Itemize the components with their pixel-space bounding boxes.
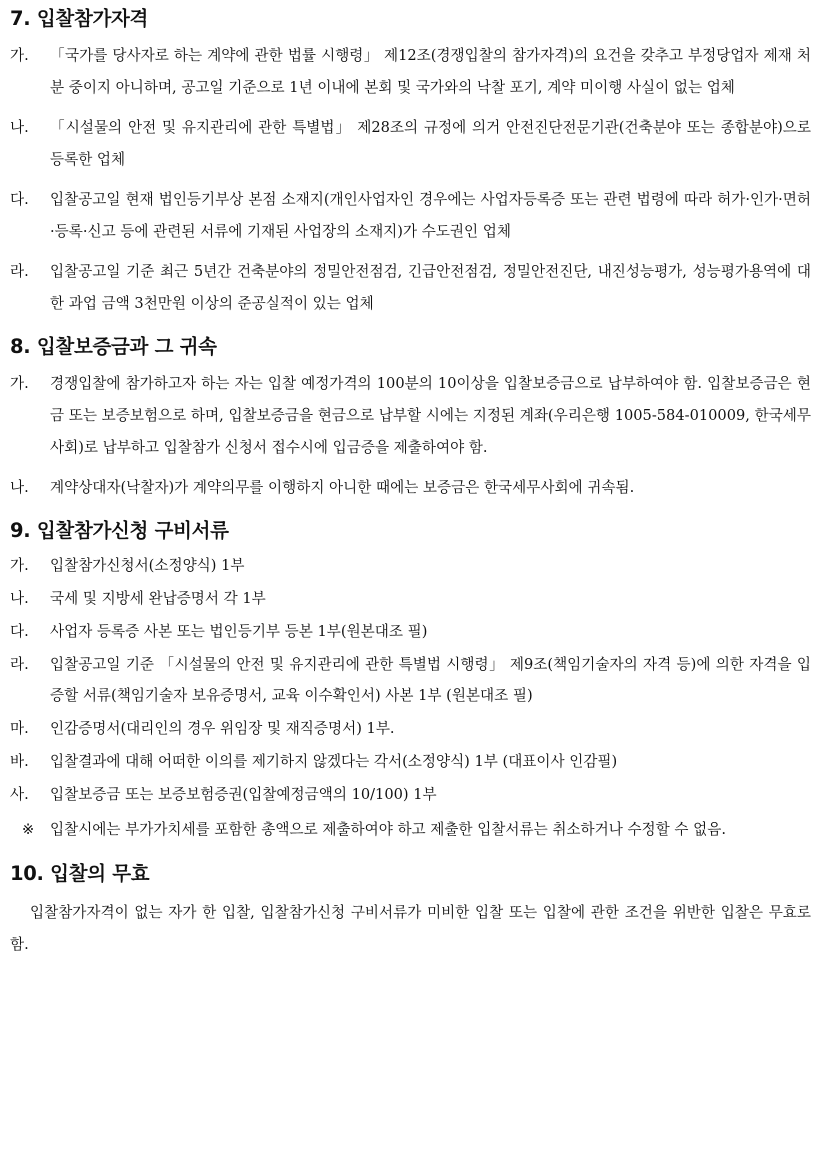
item-marker: 라. [10, 656, 29, 673]
section-heading: 10. 입찰의 무효 [10, 862, 150, 885]
list-item [10, 649, 811, 711]
item-list [10, 368, 811, 504]
list-item [10, 713, 811, 744]
item-marker: 가. [10, 557, 29, 574]
item-marker: 가. [10, 47, 29, 64]
item-text: 계약상대자(낙찰자)가 계약의무를 이행하지 아니한 때에는 보증금은 한국세무사회에 귀속됨. [50, 479, 635, 496]
item-text: 「국가를 당사자로 하는 계약에 관한 법률 시행령」 제12조(경쟁입찰의 참가자격)의 요건을 갖추고 부정당업자 제재 처분 중이지 아니하며, 공고일 기준으로 1년 이내에 본회 및 국가와의 낙찰 포기, 계약 미이행 사실이 없는 업체 [50, 47, 811, 96]
item-list [10, 40, 811, 320]
note-text: 입찰시에는 부가가치세를 포함한 총액으로 제출하여야 하고 제출한 입찰서류는 취소하거나 수정할 수 없음. [50, 821, 726, 838]
list-item [10, 779, 811, 810]
section-9-required-documents [10, 518, 811, 845]
item-text: 입찰공고일 기준 「시설물의 안전 및 유지관리에 관한 특별법 시행령」 제9조(책임기술자의 자격 등)에 의한 자격을 입증할 서류(책임기술자 보유증명서, 교육 이수확인서) 사본 1부 (원본대조 필) [50, 656, 811, 704]
list-item [10, 256, 811, 320]
item-marker: 나. [10, 119, 29, 136]
list-item [10, 112, 811, 176]
item-marker: 다. [10, 623, 29, 640]
list-item [10, 616, 811, 647]
section-paragraph: 입찰참가자격이 없는 자가 한 입찰, 입찰참가신청 구비서류가 미비한 입찰 또는 입찰에 관한 조건을 위반한 입찰은 무효로 함. [10, 904, 811, 953]
item-text: 경쟁입찰에 참가하고자 하는 자는 입찰 예정가격의 100분의 10이상을 입찰보증금으로 납부하여야 함. 입찰보증금은 현금 또는 보증보험으로 하며, 입찰보증금을 현금으로 납부할 시에는 지정된 계좌(우리은행 1005-584-010009, 한국세무사회)로 납부하고 입찰참가 신청서 접수시에 입금증을 제출하여야 함. [50, 375, 811, 456]
item-marker: 바. [10, 753, 29, 770]
list-item [10, 550, 811, 581]
section-heading: 7. 입찰참가자격 [10, 7, 149, 30]
note-item [10, 814, 811, 845]
list-item [10, 472, 811, 504]
item-marker: 나. [10, 590, 29, 607]
section-heading: 8. 입찰보증금과 그 귀속 [10, 335, 217, 358]
section-heading: 9. 입찰참가신청 구비서류 [10, 519, 229, 542]
item-text: 입찰보증금 또는 보증보험증권(입찰예정금액의 10/100) 1부 [50, 786, 437, 803]
item-text: 입찰공고일 기준 최근 5년간 건축분야의 정밀안전점검, 긴급안전점검, 정밀안전진단, 내진성능평가, 성능평가용역에 대한 과업 금액 3천만원 이상의 준공실적이 있는 업체 [50, 263, 811, 312]
list-item [10, 368, 811, 464]
list-item [10, 746, 811, 777]
item-text: 국세 및 지방세 완납증명서 각 1부 [50, 590, 266, 607]
item-text: 「시설물의 안전 및 유지관리에 관한 특별법」 제28조의 규정에 의거 안전진단전문기관(건축분야 또는 종합분야)으로 등록한 업체 [50, 119, 811, 168]
item-text: 인감증명서(대리인의 경우 위임장 및 재직증명서) 1부. [50, 720, 395, 737]
item-text: 입찰참가신청서(소정양식) 1부 [50, 557, 245, 574]
item-marker: 라. [10, 263, 29, 280]
item-text: 입찰결과에 대해 어떠한 이의를 제기하지 않겠다는 각서(소정양식) 1부 (대표이사 인감필) [50, 753, 618, 770]
list-item [10, 184, 811, 248]
item-list [10, 550, 811, 845]
item-marker: 나. [10, 479, 29, 496]
note-marker: ※ [22, 821, 35, 838]
section-10-bid-invalidity [10, 861, 811, 961]
item-text: 입찰공고일 현재 법인등기부상 본점 소재지(개인사업자인 경우에는 사업자등록증 또는 관련 법령에 따라 허가·인가·면허·등록·신고 등에 관련된 서류에 기재된 사업장의 소재지)가 수도권인 업체 [50, 191, 811, 240]
item-marker: 사. [10, 786, 29, 803]
section-8-bid-deposit [10, 334, 811, 504]
item-text: 사업자 등록증 사본 또는 법인등기부 등본 1부(원본대조 필) [50, 623, 428, 640]
item-marker: 다. [10, 191, 29, 208]
item-marker: 마. [10, 720, 29, 737]
item-marker: 가. [10, 375, 29, 392]
list-item [10, 40, 811, 104]
section-7-bid-qualification [10, 6, 811, 320]
list-item [10, 583, 811, 614]
